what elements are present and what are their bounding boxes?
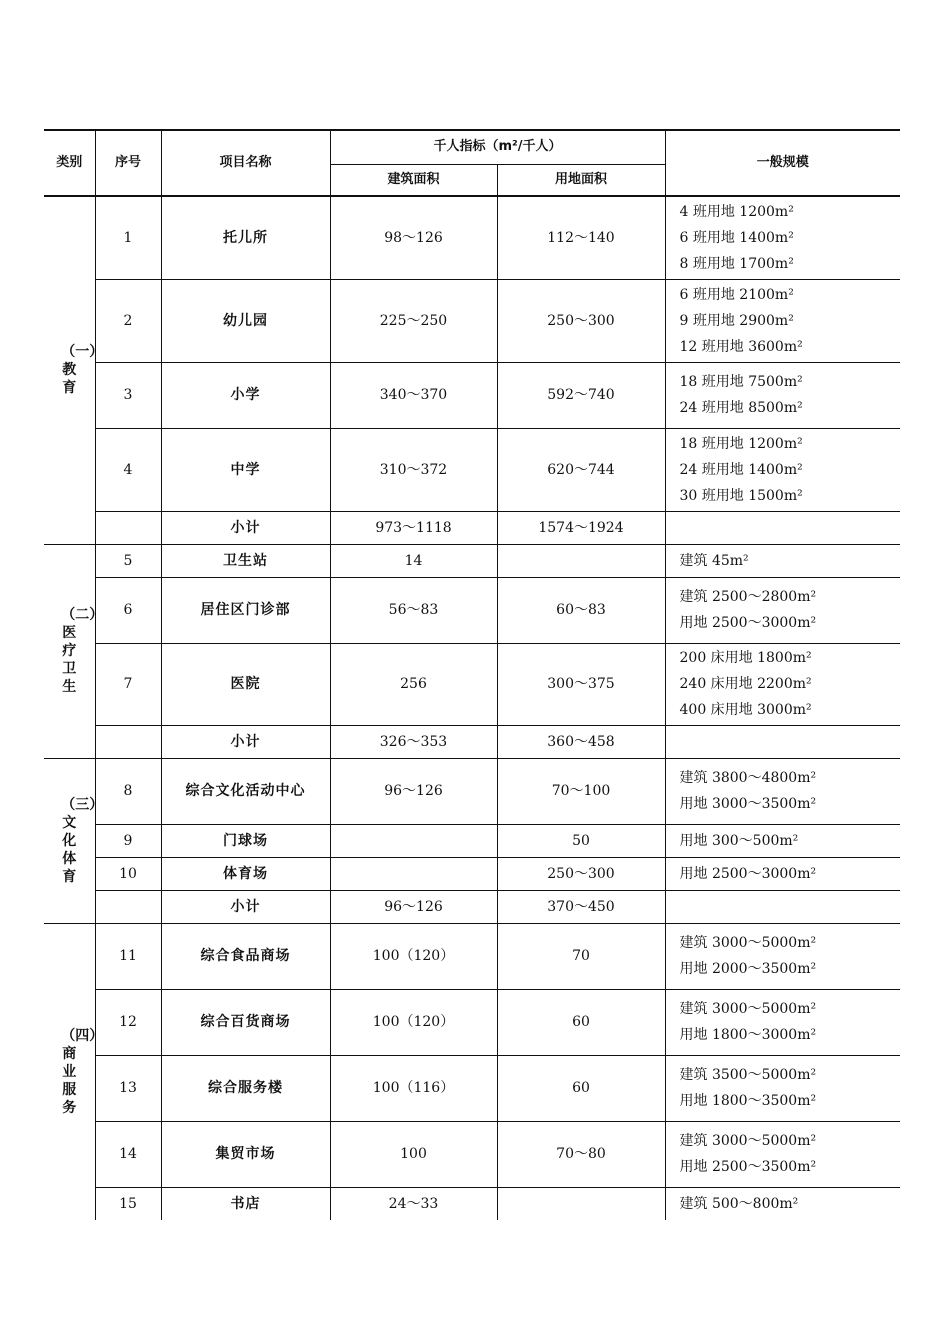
building-area-cell: 100（120） [330,989,497,1055]
table-row [44,1187,900,1220]
building-area-cell: 96～126 [330,758,497,824]
index-cell: 4 [95,428,161,511]
subtotal-index-cell [95,511,161,544]
index-cell: 10 [95,857,161,890]
index-cell: 1 [95,196,161,279]
subtotal-scale-cell [665,511,900,544]
subtotal-scale-cell [665,890,900,923]
project-name-cell: 中学 [161,428,330,511]
land-area-cell: 300～375 [497,643,665,725]
scale-line: 6 班用地 2100m² [679,286,794,303]
scale-line: 用地 2500～3500m² [679,1159,817,1175]
land-area-cell [497,544,665,577]
land-area-cell: 620～744 [497,428,665,511]
project-name-cell: 托儿所 [161,196,330,279]
index-cell: 7 [95,643,161,725]
index-cell: 14 [95,1121,161,1187]
general-scale-cell [665,577,900,643]
land-area-cell: 60 [497,989,665,1055]
land-area-cell [497,1187,665,1220]
subtotal-scale-cell [665,725,900,758]
scale-line: 建筑 500～800m² [679,1195,799,1212]
header-general-scale: 一般规模 [665,130,900,196]
general-scale-cell [665,1187,900,1220]
building-area-cell [330,857,497,890]
header-project-name: 项目名称 [161,130,330,196]
scale-line: 18 班用地 1200m² [679,435,803,452]
project-name-cell: 体育场 [161,857,330,890]
header-index: 序号 [95,130,161,196]
scale-line: 建筑 3000～5000m² [679,1001,817,1017]
table-body [44,196,900,1220]
scale-line: 建筑 3000～5000m² [679,935,817,951]
building-area-cell: 225～250 [330,279,497,362]
building-area-cell: 100（116） [330,1055,497,1121]
table-row [44,758,900,824]
building-area-cell: 56～83 [330,577,497,643]
scale-line: 24 班用地 8500m² [679,400,803,416]
scale-line: 18 班用地 7500m² [679,374,803,390]
subtotal-land-area: 360～458 [497,725,665,758]
scale-line: 30 班用地 1500m² [679,487,803,504]
scale-line: 用地 2500～3000m² [679,615,817,631]
building-area-cell: 256 [330,643,497,725]
general-scale-cell [665,1055,900,1121]
table-row [44,1121,900,1187]
table-row [44,857,900,890]
subtotal-label: 小计 [161,725,330,758]
project-name-cell: 综合文化活动中心 [161,758,330,824]
general-scale-cell [665,428,900,511]
land-area-cell: 50 [497,824,665,857]
category-cell [44,196,104,544]
land-area-cell: 60～83 [497,577,665,643]
building-area-cell: 98～126 [330,196,497,279]
general-scale-cell [665,758,900,824]
land-area-cell: 250～300 [497,279,665,362]
land-area-cell: 592～740 [497,362,665,428]
scale-line: 24 班用地 1400m² [679,461,803,478]
general-scale-cell [665,279,900,362]
project-name-cell: 综合食品商场 [161,923,330,989]
project-name-cell: 集贸市场 [161,1121,330,1187]
general-scale-cell [665,196,900,279]
category-cell [44,923,104,1220]
general-scale-cell [665,923,900,989]
project-name-cell: 书店 [161,1187,330,1220]
general-scale-cell [665,824,900,857]
subtotal-building-area: 326～353 [330,725,497,758]
header-category: 类别 [44,130,95,196]
land-area-cell: 70～80 [497,1121,665,1187]
subtotal-land-area: 1574～1924 [497,511,665,544]
index-cell: 6 [95,577,161,643]
table-row [44,544,900,577]
scale-line: 400 床用地 3000m² [679,702,812,718]
table-row [44,577,900,643]
facility-index-table [44,129,900,1220]
project-name-cell: 综合服务楼 [161,1055,330,1121]
subtotal-row [44,725,900,758]
land-area-cell: 70～100 [497,758,665,824]
building-area-cell: 340～370 [330,362,497,428]
land-area-cell: 112～140 [497,196,665,279]
subtotal-index-cell [95,890,161,923]
scale-line: 6 班用地 1400m² [679,229,794,246]
table-row [44,279,900,362]
scale-line: 用地 2500～3000m² [679,865,817,882]
building-area-cell: 24～33 [330,1187,497,1220]
building-area-cell: 100 [330,1121,497,1187]
index-cell: 2 [95,279,161,362]
subtotal-row [44,511,900,544]
scale-line: 8 班用地 1700m² [679,255,794,272]
table-row [44,824,900,857]
scale-line: 建筑 3000～5000m² [679,1133,817,1149]
project-name-cell: 门球场 [161,824,330,857]
project-name-cell: 综合百货商场 [161,989,330,1055]
table-row [44,1055,900,1121]
table-row [44,362,900,428]
scale-line: 建筑 3800～4800m² [679,770,817,786]
subtotal-label: 小计 [161,511,330,544]
index-cell: 9 [95,824,161,857]
subtotal-index-cell [95,725,161,758]
table-row [44,989,900,1055]
index-cell: 12 [95,989,161,1055]
general-scale-cell [665,1121,900,1187]
category-label: （二）医疗卫生 [61,607,104,695]
scale-line: 建筑 45m² [679,552,749,569]
project-name-cell: 居住区门诊部 [161,577,330,643]
general-scale-cell [665,989,900,1055]
scale-line: 4 班用地 1200m² [679,203,794,220]
table-header [44,130,900,196]
general-scale-cell [665,362,900,428]
subtotal-building-area: 973～1118 [330,511,497,544]
project-name-cell: 幼儿园 [161,279,330,362]
index-cell: 8 [95,758,161,824]
header-land-area: 用地面积 [497,164,665,196]
scale-line: 建筑 2500～2800m² [679,589,817,605]
subtotal-building-area: 96～126 [330,890,497,923]
scale-line: 用地 1800～3500m² [679,1093,817,1109]
table-row [44,428,900,511]
building-area-cell [330,824,497,857]
project-name-cell: 卫生站 [161,544,330,577]
scale-line: 9 班用地 2900m² [679,312,794,329]
scale-line: 用地 1800～3000m² [679,1027,817,1043]
general-scale-cell [665,643,900,725]
project-name-cell: 医院 [161,643,330,725]
scale-line: 240 床用地 2200m² [679,676,812,692]
land-area-cell: 70 [497,923,665,989]
index-cell: 15 [95,1187,161,1220]
category-label: （四）商业服务 [61,1027,104,1116]
category-cell [44,544,104,758]
category-label: （一）教育 [61,344,104,397]
index-cell: 13 [95,1055,161,1121]
index-cell: 3 [95,362,161,428]
subtotal-land-area: 370～450 [497,890,665,923]
general-scale-cell [665,857,900,890]
index-cell: 5 [95,544,161,577]
building-area-cell: 310～372 [330,428,497,511]
scale-line: 用地 3000～3500m² [679,796,817,812]
scale-line: 12 班用地 3600m² [679,338,803,355]
scale-line: 用地 2000～3500m² [679,961,817,977]
building-area-cell: 100（120） [330,923,497,989]
header-per-thousand-indicator: 千人指标（m²/千人） [330,130,665,164]
category-label: （三）文化体育 [61,796,104,885]
facility-index-table-wrapper [44,129,900,1220]
scale-line: 用地 300～500m² [679,832,799,849]
scale-line: 200 床用地 1800m² [679,650,812,666]
building-area-cell: 14 [330,544,497,577]
scale-line: 建筑 3500～5000m² [679,1067,817,1083]
land-area-cell: 60 [497,1055,665,1121]
header-building-area: 建筑面积 [330,164,497,196]
index-cell: 11 [95,923,161,989]
land-area-cell: 250～300 [497,857,665,890]
subtotal-row [44,890,900,923]
table-row [44,923,900,989]
subtotal-label: 小计 [161,890,330,923]
table-row [44,643,900,725]
table-row [44,196,900,279]
category-cell [44,758,104,923]
general-scale-cell [665,544,900,577]
project-name-cell: 小学 [161,362,330,428]
